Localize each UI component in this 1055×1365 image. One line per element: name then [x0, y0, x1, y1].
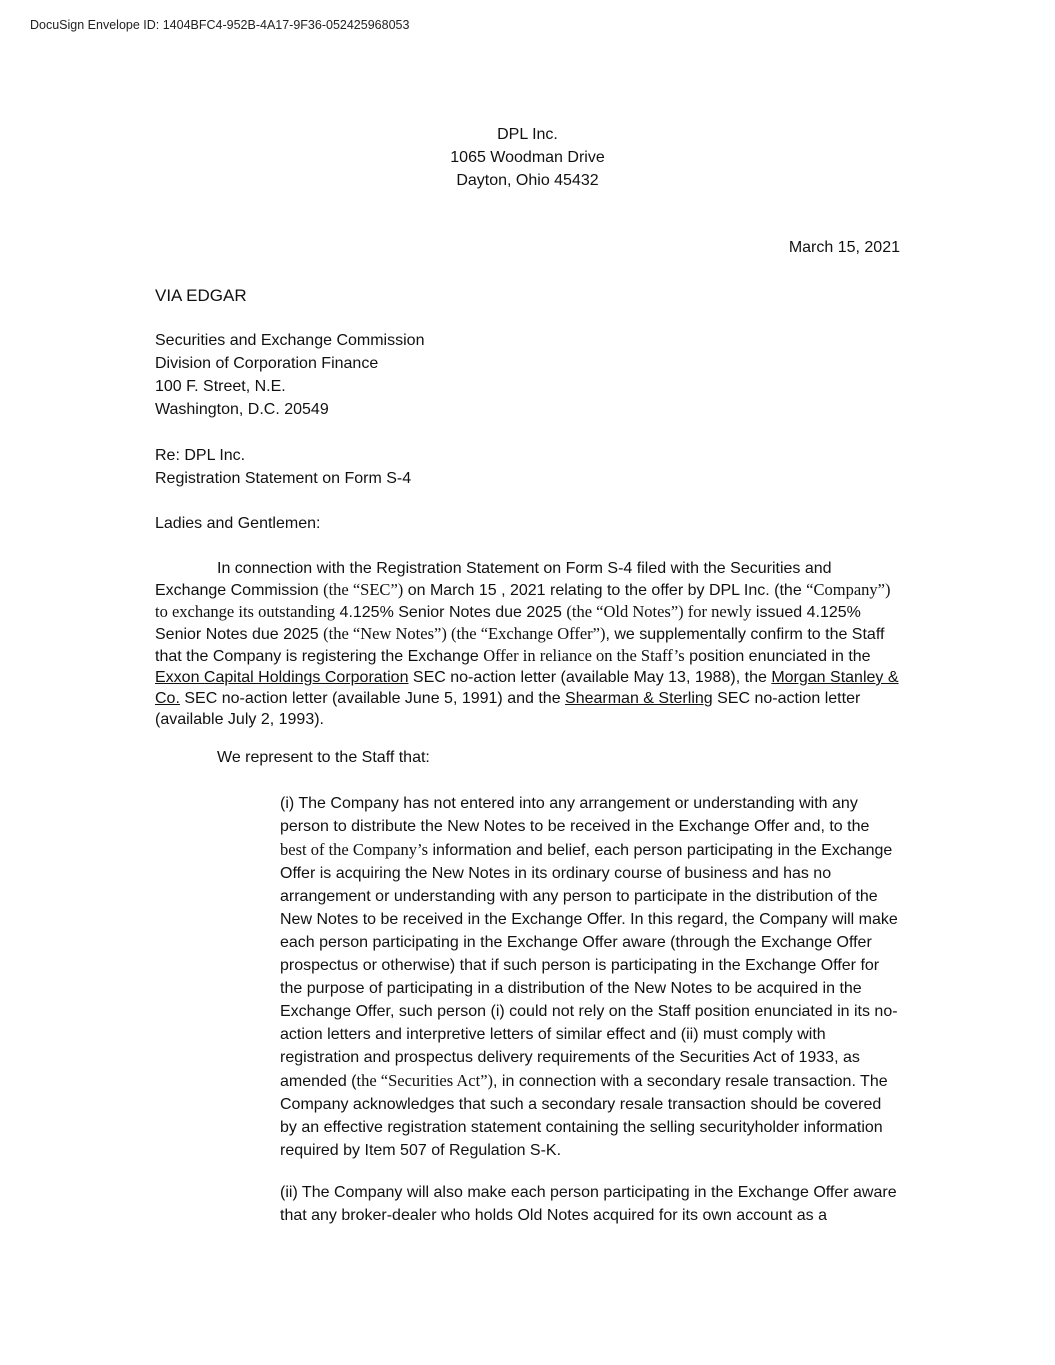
text-run: (the “SEC”): [323, 580, 404, 599]
text-run: the “Securities Act”): [356, 1071, 494, 1090]
sender-name: DPL Inc.: [497, 126, 558, 143]
subject-line: [155, 444, 411, 490]
text-run: SEC no-action letter (available July 2, 1993).: [155, 690, 861, 728]
text-run: In connection with the Registration Statement on Form S-4 filed with the Securities and Exchange Commission: [155, 560, 832, 599]
re-line: Re: DPL Inc.: [155, 447, 246, 464]
text-run: , in connection with a secondary resale transaction. The Company acknowledges that such a secondary resale transaction should be covered by an effective registration statement containing the selling securityholder information required by Item 507 of Regulation S-K.: [280, 1073, 888, 1159]
text-run: , we supplementally confirm to the Staff that the Company is registering the Exchange: [155, 626, 885, 665]
text-run: 4.125% Senior Notes due 2025: [335, 604, 567, 621]
text-run: issued 4.125% Senior Notes due 2025: [155, 604, 861, 643]
recipient-line: Securities and Exchange Commission: [155, 332, 425, 349]
representation-item-i: [280, 792, 900, 1162]
represent-intro: [155, 746, 430, 769]
sender-street: 1065 Woodman Drive: [450, 149, 605, 166]
recipient-line: Division of Corporation Finance: [155, 355, 379, 372]
text-run: (the “New Notes”) (the “Exchange Offer”): [323, 624, 606, 643]
text-run: SEC no-action letter (available May 13, 1988), the: [408, 669, 772, 686]
text-run: (the “Old Notes”) for newly: [566, 602, 752, 621]
text-run: “Company”) to exchange its outstanding: [155, 580, 891, 621]
shearman-sterling-letter-link[interactable]: Shearman & Sterling: [565, 690, 713, 707]
text-run: on March 15 , 2021 relating to the offer by DPL Inc. (the: [403, 582, 807, 599]
text-run: best of the Company’s: [280, 840, 429, 859]
text-run: position enunciated in the: [684, 648, 871, 665]
represent-text: We represent to the Staff that:: [217, 749, 430, 766]
recipient-address: [155, 329, 424, 421]
exxon-letter-link[interactable]: Exxon Capital Holdings Corporation: [155, 669, 409, 686]
morgan-stanley-letter-link[interactable]: Morgan Stanley & Co.: [155, 669, 899, 707]
letter-date: March 15, 2021: [788, 239, 900, 256]
text-run: (i) The Company has not entered into any arrangement or understanding with any person to distribute the New Notes to be received in the Exchange Offer and, to the: [280, 795, 870, 835]
delivery-method: VIA EDGAR: [155, 286, 247, 305]
text-run: SEC no-action letter (available June 5, 1991) and the: [179, 690, 566, 707]
recipient-line: 100 F. Street, N.E.: [155, 378, 286, 395]
re-line: Registration Statement on Form S-4: [155, 470, 412, 487]
text-run: information and belief, each person participating in the Exchange Offer is acquiring the New Notes in its ordinary course of business and has no arrangement or understanding with any person to participate in the distribution of the New Notes to be received in the Exchange Offer. In this regard, the Company will make each person participating in the Exchange Offer aware (through the Exchange Offer prospectus or otherwise) that if such person is participating in the Exchange Offer for the purpose of participating in a distribution of the New Notes to be acquired in the Exchange Offer, such person (i) could not rely on the Staff position enunciated in its no-action letters and interpretive letters of similar effect and (ii) must comply with registration and prospectus delivery requirements of the Securities Act of 1933, as amended (: [280, 842, 898, 1090]
salutation: Ladies and Gentlemen:: [155, 515, 321, 532]
representation-item-ii: (ii) The Company will also make each person participating in the Exchange Offer aware that any broker-dealer who holds Old Notes acquired for its own account as a: [280, 1184, 897, 1224]
docusign-envelope-id: DocuSign Envelope ID: 1404BFC4-952B-4A17-9F36-052425968053: [30, 18, 410, 32]
intro-paragraph: [155, 558, 900, 730]
sender-city: Dayton, Ohio 45432: [456, 172, 599, 189]
text-run: Offer in reliance on the Staff’s: [483, 646, 685, 665]
recipient-line: Washington, D.C. 20549: [155, 401, 329, 418]
